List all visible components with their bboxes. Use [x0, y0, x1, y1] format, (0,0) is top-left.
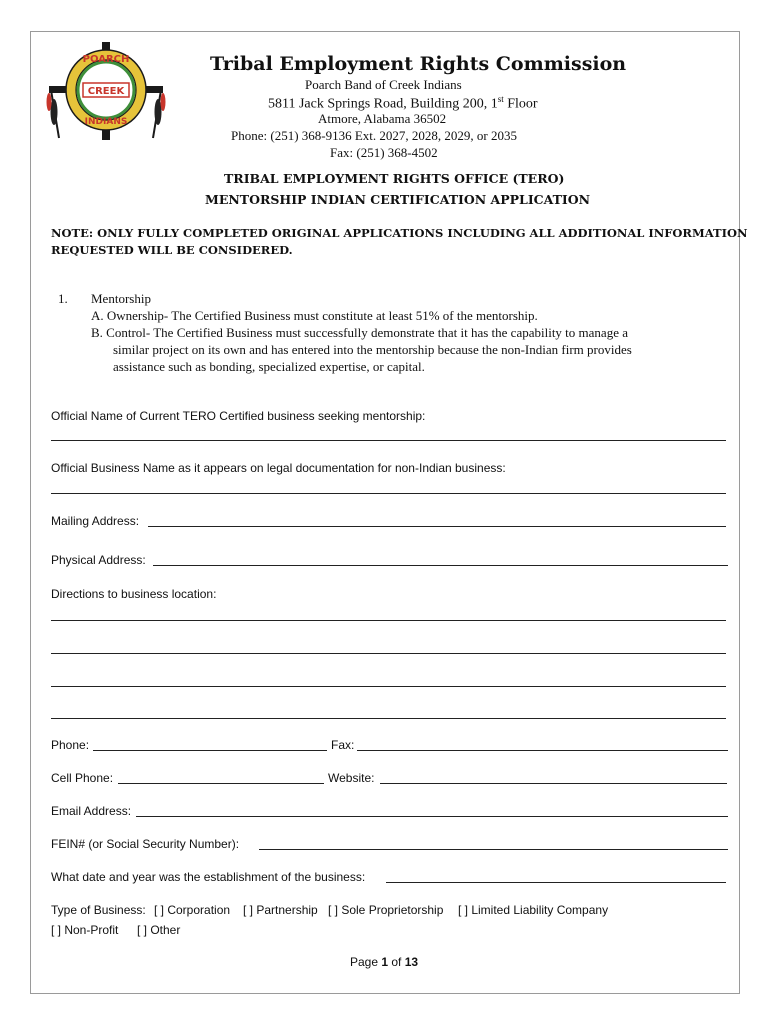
option-llc[interactable]: [ ] Limited Liability Company	[458, 903, 609, 917]
directions-field-line-4[interactable]	[51, 718, 726, 719]
control-item-line-1: B. Control- The Certified Business must successfully demonstrate that it has the capability to manage a	[91, 325, 628, 340]
section-heading: Mentorship	[91, 291, 151, 306]
official-name-field[interactable]	[51, 440, 726, 441]
cell-phone-field[interactable]	[118, 783, 324, 784]
section-number: 1.	[58, 291, 68, 306]
form-title: MENTORSHIP INDIAN CERTIFICATION APPLICATION	[205, 192, 591, 207]
business-name-field[interactable]	[51, 493, 726, 494]
establishment-label: What date and year was the establishment of the business:	[51, 870, 366, 884]
phone-line: Phone: (251) 368-9136 Ext. 2027, 2028, 2029, or 2035	[231, 128, 517, 143]
email-label: Email Address:	[51, 804, 132, 818]
option-non-profit[interactable]: [ ] Non-Profit	[51, 923, 119, 937]
establishment-field[interactable]	[386, 882, 726, 883]
logo-top-text: POARCH	[82, 54, 130, 65]
mailing-address-label: Mailing Address:	[51, 514, 140, 528]
directions-field-line-3[interactable]	[51, 686, 726, 687]
note-line-2: REQUESTED WILL BE CONSIDERED.	[51, 243, 293, 257]
fax-field[interactable]	[357, 750, 728, 751]
official-name-label: Official Name of Current TERO Certified business seeking mentorship:	[51, 409, 426, 423]
physical-address-label: Physical Address:	[51, 553, 146, 567]
business-type-label: Type of Business:	[51, 903, 146, 917]
fax-line: Fax: (251) 368-4502	[330, 145, 438, 160]
control-item-line-2: similar project on its own and has entered into the mentorship because the non-Indian firm provides	[113, 342, 632, 357]
right-feathers-icon	[153, 90, 166, 138]
directions-label: Directions to business location:	[51, 587, 217, 601]
option-other[interactable]: [ ] Other	[137, 923, 181, 937]
option-partnership[interactable]: [ ] Partnership	[243, 903, 318, 917]
option-sole-proprietorship[interactable]: [ ] Sole Proprietorship	[328, 903, 444, 917]
office-heading: TRIBAL EMPLOYMENT RIGHTS OFFICE (TERO)	[224, 171, 565, 186]
directions-field-line-2[interactable]	[51, 653, 726, 654]
control-item-line-3: assistance such as bonding, specialized expertise, or capital.	[113, 359, 425, 374]
website-field[interactable]	[380, 783, 727, 784]
phone-field[interactable]	[93, 750, 327, 751]
page-title: Tribal Employment Rights Commission	[210, 53, 627, 75]
directions-field-line-1[interactable]	[51, 620, 726, 621]
option-corporation[interactable]: [ ] Corporation	[154, 903, 231, 917]
logo-middle-text: CREEK	[87, 86, 125, 97]
logo-bottom-text: INDIANS	[84, 117, 128, 127]
phone-label: Phone:	[51, 738, 90, 752]
cell-phone-label: Cell Phone:	[51, 771, 114, 785]
poarch-creek-seal-logo	[45, 40, 167, 142]
business-name-label: Official Business Name as it appears on legal documentation for non-Indian business:	[51, 461, 506, 475]
mailing-address-field[interactable]	[148, 526, 726, 527]
left-feathers-icon	[47, 90, 60, 138]
fein-field[interactable]	[259, 849, 728, 850]
physical-address-field[interactable]	[153, 565, 728, 566]
street-address: 5811 Jack Springs Road, Building 200, 1st Floor	[268, 94, 538, 112]
org-name: Poarch Band of Creek Indians	[305, 77, 462, 92]
city-address: Atmore, Alabama 36502	[318, 111, 447, 126]
website-label: Website:	[328, 771, 375, 785]
fein-label: FEIN# (or Social Security Number):	[51, 837, 240, 851]
fax-label: Fax:	[331, 738, 355, 752]
email-field[interactable]	[136, 816, 728, 817]
page-number: Page 1 of 13	[350, 955, 419, 969]
note-line-1: NOTE: ONLY FULLY COMPLETED ORIGINAL APPLICATIONS INCLUDING ALL ADDITIONAL INFORMATION	[51, 226, 748, 240]
ownership-item: A. Ownership- The Certified Business must constitute at least 51% of the mentorship.	[91, 308, 538, 323]
